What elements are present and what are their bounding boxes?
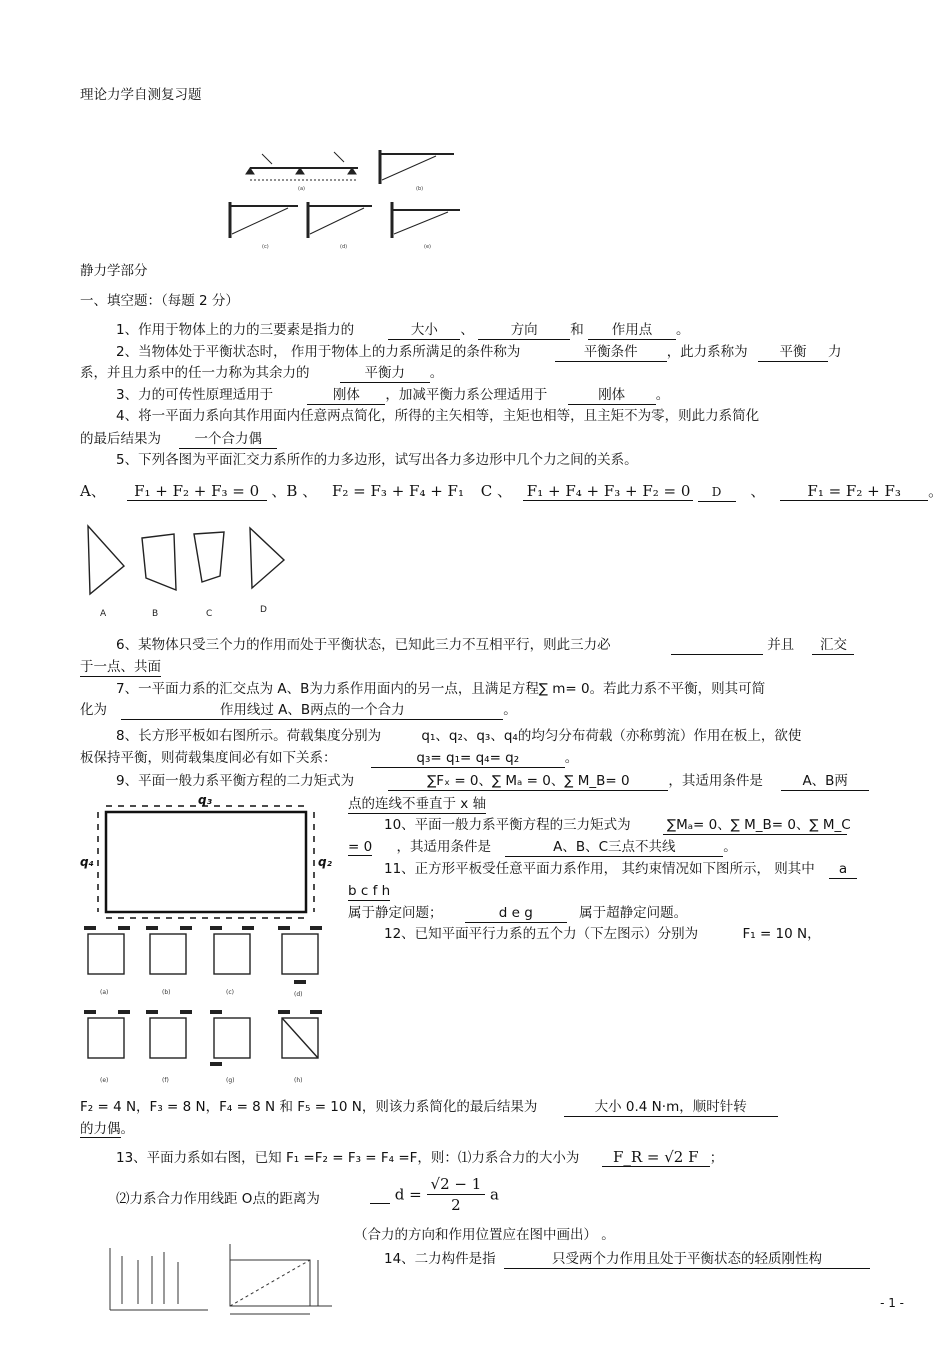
q12-answer: 大小 0.4 N·m，顺时针转 bbox=[564, 1098, 778, 1117]
question-9: 9、平面一般力系平衡方程的二力矩式为 ∑Fₓ = 0、∑ Mₐ = 0、∑ M_B= 0 ，其适用条件是 A、B两 bbox=[116, 772, 869, 791]
question-9-line-2: 点的连线不垂直于 x 轴 bbox=[348, 796, 487, 812]
q6-answer: 汇交 bbox=[812, 636, 854, 655]
question-2: 2、当物体处于平衡状态时， 作用于物体上的力系所满足的条件称为 平衡条件 ，此力系称为 平衡 力 bbox=[116, 344, 842, 360]
top-structures-figure bbox=[222, 140, 462, 252]
question-8: 8、长方形平板如右图所示。荷载集度分别为 q₁、q₂、q₃、q₄的均匀分布荷载（亦称剪流）作用在板上，欲使 bbox=[116, 728, 802, 744]
top-fig-label-a: (a) bbox=[298, 186, 305, 192]
q13-fraction-denominator: 2 bbox=[451, 1196, 461, 1214]
q2-answer-3: 平衡力 bbox=[340, 364, 430, 383]
polygon-label-b: B bbox=[152, 609, 159, 619]
question-10: 10、平面一般力系平衡方程的三力矩式为 ∑Mₐ= 0、∑ M_B= 0、∑ M_C bbox=[384, 817, 851, 833]
question-12-line-3: 的力偶。 bbox=[80, 1121, 134, 1137]
q5-answer-d: F₁ = F₂ + F₃ bbox=[780, 482, 928, 501]
q4-answer: 一个合力偶 bbox=[179, 430, 277, 449]
polygon-label-c: C bbox=[206, 609, 213, 619]
q2-answer-2: 平衡 bbox=[758, 343, 828, 362]
polygon-label-d: D bbox=[260, 605, 267, 615]
doc-title: 理论力学自测复习题 bbox=[80, 87, 202, 103]
plate-fig-label-d: (d) bbox=[294, 991, 303, 998]
polygon-a bbox=[88, 526, 124, 594]
plate-fig-label-c: (c) bbox=[226, 989, 234, 996]
q5-answer-c: F₁ + F₄ + F₃ + F₂ = 0 bbox=[523, 482, 693, 501]
q7-answer: 作用线过 A、B两点的一个合力 bbox=[121, 701, 503, 720]
q9-answer-1: ∑Fₓ = 0、∑ Mₐ = 0、∑ M_B= 0 bbox=[388, 772, 668, 791]
page-number: - 1 - bbox=[880, 1296, 904, 1310]
top-fig-label-c: (c) bbox=[262, 244, 269, 250]
q11-answer-1: a bbox=[829, 860, 857, 879]
question-11: 11、正方形平板受任意平面力系作用， 其约束情况如下图所示， 则其中 a bbox=[384, 860, 857, 879]
question-5-answers: A、 F₁ + F₂ + F₃ = 0 、B 、 F₂ = F₃ + F₄ + F₁ C 、 F₁ + F₄ + F₃ + F₂ = 0 D 、 F₁ = F₂ + F₃ 。 bbox=[80, 482, 944, 500]
question-7-line-2: 化为 作用线过 A、B两点的一个合力 。 bbox=[80, 702, 517, 718]
polygon-label-a: A bbox=[100, 609, 107, 619]
polygon-d bbox=[250, 528, 284, 588]
q13-fraction-numerator: √2 − 1 bbox=[427, 1174, 486, 1195]
plate-fig-label-b: (b) bbox=[162, 989, 171, 996]
polygon-b bbox=[142, 534, 176, 590]
q2-answer-1: 平衡条件 bbox=[555, 343, 667, 362]
question-11-line-2: b c f h bbox=[348, 883, 391, 899]
force-polygons-figure bbox=[80, 516, 290, 624]
plate-fig-label-f: (f) bbox=[162, 1077, 169, 1084]
plate-load-q3: q₃ bbox=[198, 793, 212, 807]
question-13: 13、平面力系如右图，已知 F₁ =F₂ = F₃ = F₄ =F，则：⑴力系合力的大小为 F_R = √2 F ； bbox=[116, 1148, 724, 1166]
question-7: 7、一平面力系的汇交点为 A、B为力系作用面内的另一点，且满足方程∑ m= 0。若此力系不平衡，则其可简 bbox=[116, 681, 766, 697]
constraint-plates-figure bbox=[78, 922, 334, 1092]
plate-load-q2: q₂ bbox=[318, 855, 332, 869]
question-1: 1、作用于物体上的力的三要素是指力的 大小 、 方向 和 作用点 。 bbox=[116, 322, 690, 338]
section-heading: 静力学部分 bbox=[80, 263, 148, 279]
question-4-line-2: 的最后结果为 一个合力偶 bbox=[80, 430, 277, 449]
q13-answer-1: F_R = √2 F bbox=[602, 1148, 710, 1167]
q13-answer-2: d = $\frac{√2 - 1}{2}$ a bbox=[370, 1174, 499, 1220]
question-6: 6、某物体只受三个力的作用而处于平衡状态，已知此三力不互相平行，则此三力必 并且 汇交 bbox=[116, 636, 854, 655]
q9-answer-2: A、B两 bbox=[781, 772, 869, 791]
q10-answer-2: A、B、C三点不共线 bbox=[505, 838, 723, 857]
q5-label-d: D bbox=[698, 483, 736, 502]
question-11-line-3: 属于静定问题； d e g 属于超静定问题。 bbox=[348, 905, 688, 921]
q14-answer: 只受两个力作用且处于平衡状态的轻质刚性构 bbox=[504, 1250, 870, 1269]
top-fig-label-d: (d) bbox=[340, 244, 348, 250]
question-4: 4、将一平面力系向其作用面内任意两点简化，所得的主矢相等，主矩也相等，且主矩不为零，则此力系简化 bbox=[116, 408, 760, 424]
question-12-line-2: F₂ = 4 N，F₃ = 8 N，F₄ = 8 N 和 F₅ = 10 N，则该力系简化的最后结果为 大小 0.4 N·m，顺时针转 bbox=[80, 1098, 778, 1117]
q1-answer-2: 方向 bbox=[478, 321, 570, 340]
plate-fig-label-a: (a) bbox=[100, 989, 109, 996]
plate-fig-label-e: (e) bbox=[100, 1077, 109, 1084]
q3-answer-1: 刚体 bbox=[307, 386, 385, 405]
question-5: 5、下列各图为平面汇交力系所作的力多边形，试写出各力多边形中几个力之间的关系。 bbox=[116, 452, 638, 468]
question-10-line-2: = 0 ，其适用条件是 A、B、C三点不共线 。 bbox=[348, 839, 737, 855]
plate-load-q4: q₄ bbox=[80, 855, 94, 869]
q1-answer-3: 作用点 bbox=[588, 321, 676, 340]
question-13-line-2: ⑵力系合力作用线距 O点的距离为 bbox=[116, 1191, 320, 1207]
q5-answer-a: F₁ + F₂ + F₃ = 0 bbox=[127, 482, 267, 501]
question-12: 12、已知平面平行力系的五个力（下左图示）分别为 F₁ = 10 N， bbox=[384, 926, 821, 942]
q10-answer-1: ∑Mₐ= 0、∑ M_B= 0、∑ M_C bbox=[663, 816, 847, 835]
question-6-line-2: 于一点、共面 bbox=[80, 659, 161, 675]
part-heading: 一、填空题：（每题 2 分） bbox=[80, 293, 239, 309]
q10-answer-1-cont: = 0 bbox=[348, 839, 373, 855]
question-14: 14、二力构件是指 只受两个力作用且处于平衡状态的轻质刚性构 bbox=[384, 1250, 870, 1269]
plate-fig-label-g: (g) bbox=[226, 1077, 235, 1084]
plate-fig-label-h: (h) bbox=[294, 1077, 303, 1084]
question-2-line-2: 系，并且力系中的任一力称为其余力的 平衡力 。 bbox=[80, 365, 444, 381]
q11-answer-2: d e g bbox=[465, 904, 567, 923]
top-fig-label-e: (e) bbox=[424, 244, 431, 250]
top-fig-label-b: (b) bbox=[416, 186, 424, 192]
polygon-c bbox=[194, 532, 224, 582]
q5-answer-b: F₂ = F₃ + F₄ + F₁ bbox=[331, 482, 464, 500]
square-force-system-figure bbox=[222, 1240, 342, 1322]
question-13-note: （合力的方向和作用位置应在图中画出） 。 bbox=[354, 1227, 615, 1243]
plate-shear-figure bbox=[80, 793, 332, 922]
parallel-forces-figure bbox=[100, 1244, 212, 1316]
question-8-line-2: 板保持平衡，则荷载集度间必有如下关系： q₃= q₁= q₄= q₂ 。 bbox=[80, 750, 579, 766]
question-3: 3、力的可传性原理适用于 刚体 ，加减平衡力系公理适用于 刚体 。 bbox=[116, 387, 670, 403]
q1-answer-1: 大小 bbox=[388, 321, 460, 340]
q3-answer-2: 刚体 bbox=[568, 386, 656, 405]
q6-blank bbox=[671, 636, 763, 655]
q8-answer: q₃= q₁= q₄= q₂ bbox=[371, 749, 565, 768]
